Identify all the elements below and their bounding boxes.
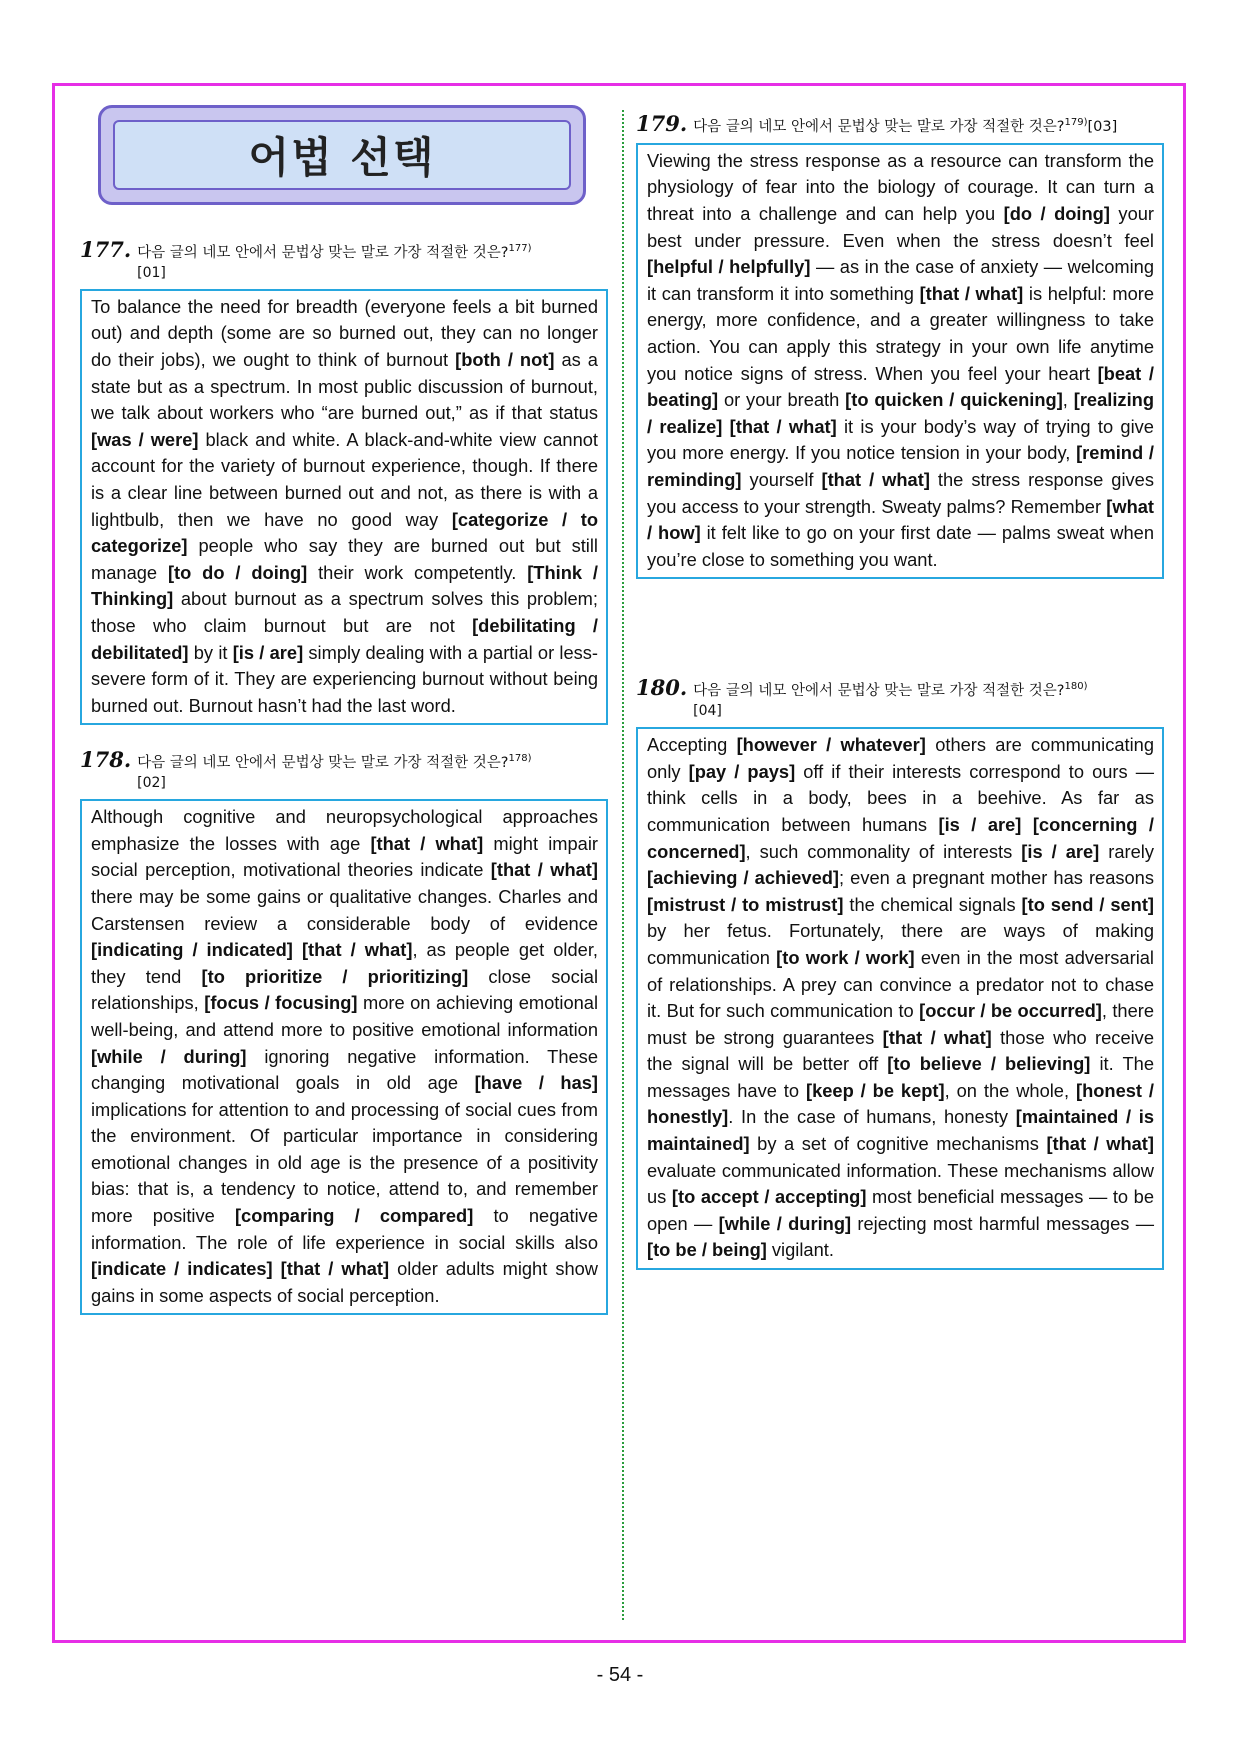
- passage-text: even in the most adversarial of relationships. A prey can convince a predator not to chase it. But for such communication to: [647, 946, 1154, 1022]
- grammar-choice: [to quicken / quickening]: [845, 389, 1063, 411]
- grammar-choice: [is / are]: [232, 641, 304, 663]
- grammar-choice: [that / what]: [882, 1026, 992, 1048]
- section-banner: [98, 105, 586, 205]
- passage-text: yourself: [741, 468, 822, 490]
- question-code: [01]: [137, 264, 166, 281]
- passage-text: , such commonality of interests: [745, 840, 1022, 862]
- grammar-choice: [that / what]: [729, 415, 837, 437]
- page-number: - 54 -: [596, 1664, 644, 1686]
- grammar-choice: [pay / pays]: [688, 760, 796, 782]
- grammar-choice: [what / how]: [647, 495, 1154, 544]
- passage-text: as a state but as a spectrum. In most public discussion of burnout, we talk about workers who “are burned out,” as if that status: [91, 349, 598, 424]
- footnote-ref: 177): [508, 243, 532, 254]
- passage-text: most beneficial messages — to be open —: [647, 1186, 1154, 1234]
- passage-text: by a set of cognitive mechanisms: [749, 1133, 1047, 1155]
- footnote-ref: 180): [1064, 681, 1088, 693]
- passage-text: implications for attention to and processing of social cues from the environment. Of particular importance in considering emotional changes in old age is the presence of a positivity bias: that is, a tendency to notice, attend to, and remember more positive: [91, 1098, 598, 1227]
- question-code: [02]: [137, 775, 166, 792]
- passage-text: Accepting: [647, 734, 737, 756]
- grammar-choice: [to work / work]: [776, 946, 915, 968]
- passage-text: black and white. A black-and-white view cannot account for the variety of burnout experience, though. If there is a clear line between burned out and not, as there is with a lightbulb, then we have no good way: [91, 428, 599, 530]
- passage-text: ,: [1062, 389, 1074, 411]
- grammar-choice: [categorize / to categorize]: [91, 508, 598, 557]
- footnote-ref: 179): [1064, 117, 1088, 128]
- passage-text: — as in the case of anxiety — welcoming it can transform it into something: [647, 256, 1154, 304]
- grammar-choice: [that / what]: [370, 832, 484, 854]
- question-180: [636, 675, 1164, 1270]
- passage-text: Viewing the stress response as a resource can transform the physiology of fear into the biology of courage. It can turn a threat into a challenge and can help you: [647, 149, 1154, 225]
- question-number: 180.: [636, 675, 688, 701]
- question-header: [636, 675, 1164, 721]
- passage-text: might impair social perception, motivational theories indicate: [91, 832, 598, 881]
- grammar-choice: [honest / honestly]: [647, 1079, 1154, 1128]
- grammar-choice: [that / what]: [821, 468, 930, 490]
- passage-text: by it: [188, 641, 233, 663]
- grammar-choice: [while / during]: [91, 1045, 247, 1067]
- grammar-choice: [however / whatever]: [736, 734, 926, 756]
- grammar-choice: [comparing / compared]: [234, 1205, 474, 1227]
- question-prompt: [137, 237, 531, 283]
- grammar-choice: [achieving / achieved]: [647, 867, 840, 889]
- prompt-text: 다음 글의 네모 안에서 문법상 맞는 말로 가장 적절한 것은?: [693, 683, 1065, 700]
- grammar-choice: [to be / being]: [647, 1239, 767, 1261]
- passage-text: it. The messages have to: [647, 1053, 1154, 1101]
- passage-text: . In the case of humans, honesty: [728, 1106, 1016, 1128]
- passage-text: [293, 939, 302, 960]
- grammar-choice: [to prioritize / prioritizing]: [201, 965, 469, 987]
- passage-text: close social relationships,: [91, 965, 599, 1014]
- question-number: 178.: [80, 747, 132, 773]
- passage-text: rejecting most harmful messages —: [851, 1212, 1154, 1234]
- passage-text: off if their interests correspond to ours — think cells in a body, bees in a beehive. As far as communication between humans: [647, 760, 1154, 835]
- grammar-choice: [to accept / accepting]: [671, 1186, 867, 1208]
- passage-box: [80, 289, 608, 726]
- passage-text: To balance the need for breadth (everyone feels a bit burned out) and depth (some are so burned out, they can no longer do their jobs), we ought to think of burnout: [91, 295, 598, 371]
- passage-text: the stress response gives you access to your strength. Sweaty palms? Remember: [647, 468, 1154, 517]
- grammar-choice: [have / has]: [474, 1072, 598, 1094]
- grammar-choice: [do / doing]: [1003, 203, 1110, 225]
- passage-text: , there must be strong guarantees: [647, 1000, 1155, 1048]
- grammar-choice: [that / what]: [490, 859, 598, 881]
- passage-text: [273, 1258, 281, 1279]
- passage-text: people who say they are burned out but still manage: [91, 535, 598, 583]
- passage-box: [636, 727, 1164, 1270]
- grammar-choice: [that / what]: [280, 1258, 390, 1280]
- grammar-choice: [that / what]: [919, 282, 1024, 304]
- passage-text: , as people get older, they tend: [91, 939, 598, 987]
- question-prompt: [693, 111, 1117, 137]
- passage-text: simply dealing with a partial or less-severe form of it. They are experiencing burnout without being burned out. Burnout hasn’t had the last word.: [91, 641, 598, 716]
- grammar-choice: [realizing / realize]: [647, 389, 1154, 437]
- passage-text: the chemical signals: [843, 893, 1022, 915]
- grammar-choice: [concerning / concerned]: [647, 813, 1154, 862]
- passage-text: there may be some gains or qualitative changes. Charles and Carstensen review a considerable body of evidence: [91, 885, 598, 934]
- grammar-choice: [is / are]: [938, 813, 1022, 835]
- left-column: [80, 105, 608, 1315]
- question-prompt: [137, 747, 531, 793]
- section-title: 어법 선택: [248, 133, 436, 182]
- grammar-choice: [that / what]: [301, 939, 413, 961]
- column-divider: [622, 110, 624, 1620]
- grammar-choice: [to believe / believing]: [887, 1053, 1091, 1075]
- grammar-choice: [helpful / helpfully]: [647, 256, 811, 278]
- grammar-choice: [debilitating / debilitated]: [91, 614, 598, 663]
- passage-text: to negative information. The role of life experience in social skills also: [91, 1205, 598, 1253]
- grammar-choice: [that / what]: [1046, 1133, 1154, 1155]
- grammar-choice: [maintained / is maintained]: [647, 1106, 1154, 1155]
- grammar-choice: [indicate / indicates]: [91, 1258, 273, 1280]
- passage-text: ; even a pregnant mother has reasons: [839, 867, 1154, 889]
- passage-text: rarely: [1099, 840, 1154, 862]
- passage-text: Although cognitive and neuropsychological approaches emphasize the losses with age: [91, 806, 598, 854]
- question-header: [80, 237, 608, 283]
- grammar-choice: [mistrust / to mistrust]: [647, 893, 844, 915]
- question-number: 177.: [80, 237, 132, 262]
- passage-text: your best under pressure. Even when the stress doesn’t feel: [647, 203, 1154, 251]
- question-prompt: [693, 675, 1087, 721]
- passage-text: their work competently.: [307, 561, 528, 583]
- question-code: [04]: [693, 703, 722, 720]
- grammar-choice: [is / are]: [1021, 840, 1100, 862]
- banner-inner: [113, 120, 571, 190]
- passage-text: [1021, 814, 1032, 835]
- passage-text: , on the whole,: [944, 1079, 1076, 1101]
- question-178: [80, 747, 608, 1315]
- passage-text: is helpful: more energy, more confidence, and a greater willingness to take action. You can apply this strategy in your own life anytime you notice signs of stress. When you feel your heart: [647, 282, 1154, 384]
- question-number: 179.: [636, 111, 688, 136]
- grammar-choice: [while / during]: [718, 1212, 852, 1234]
- question-code: [03]: [1087, 118, 1118, 135]
- passage-text: older adults might show gains in some aspects of social perception.: [91, 1258, 598, 1306]
- grammar-choice: [keep / be kept]: [805, 1079, 945, 1101]
- passage-box: [636, 143, 1164, 580]
- prompt-text: 다음 글의 네모 안에서 문법상 맞는 말로 가장 적절한 것은?: [137, 244, 509, 261]
- passage-text: by her fetus. Fortunately, there are ways of making communication: [647, 920, 1154, 968]
- passage-text: those who receive the signal will be better off: [647, 1026, 1154, 1075]
- prompt-text: 다음 글의 네모 안에서 문법상 맞는 말로 가장 적절한 것은?: [693, 118, 1065, 135]
- passage-box: [80, 799, 608, 1315]
- passage-text: about burnout as a spectrum solves this problem; those who claim burnout but are not: [91, 588, 598, 636]
- question-177: [80, 237, 608, 725]
- grammar-choice: [to do / doing]: [167, 561, 308, 583]
- passage-text: [722, 416, 729, 437]
- passage-text: others are communicating only: [647, 734, 1154, 782]
- grammar-choice: [indicating / indicated]: [91, 939, 293, 961]
- grammar-choice: [was / were]: [91, 428, 199, 450]
- prompt-text: 다음 글의 네모 안에서 문법상 맞는 말로 가장 적절한 것은?: [137, 755, 509, 772]
- passage-text: it felt like to go on your first date — palms sweat when you’re close to something you want.: [647, 522, 1154, 570]
- footnote-ref: 178): [508, 753, 532, 765]
- passage-text: it is your body’s way of trying to give you more energy. If you notice tension in your body,: [647, 415, 1154, 464]
- grammar-choice: [occur / be occurred]: [919, 1000, 1102, 1022]
- grammar-choice: [Think / Thinking]: [91, 561, 599, 610]
- passage-text: ignoring negative information. These changing motivational goals in old age: [91, 1045, 598, 1094]
- question-header: [636, 111, 1164, 137]
- grammar-choice: [focus / focusing]: [204, 992, 358, 1014]
- grammar-choice: [both / not]: [455, 349, 555, 371]
- grammar-choice: [to send / sent]: [1021, 893, 1154, 915]
- right-column: [636, 105, 1164, 1270]
- passage-text: vigilant.: [766, 1239, 834, 1261]
- question-179: [636, 111, 1164, 579]
- grammar-choice: [remind / reminding]: [647, 442, 1154, 490]
- passage-text: more on achieving emotional well-being, and attend more to positive emotional information: [91, 992, 599, 1040]
- passage-text: evaluate communicated information. These mechanisms allow us: [647, 1159, 1154, 1208]
- question-header: [80, 747, 608, 793]
- passage-text: or your breath: [718, 389, 846, 411]
- grammar-choice: [beat / beating]: [647, 362, 1154, 411]
